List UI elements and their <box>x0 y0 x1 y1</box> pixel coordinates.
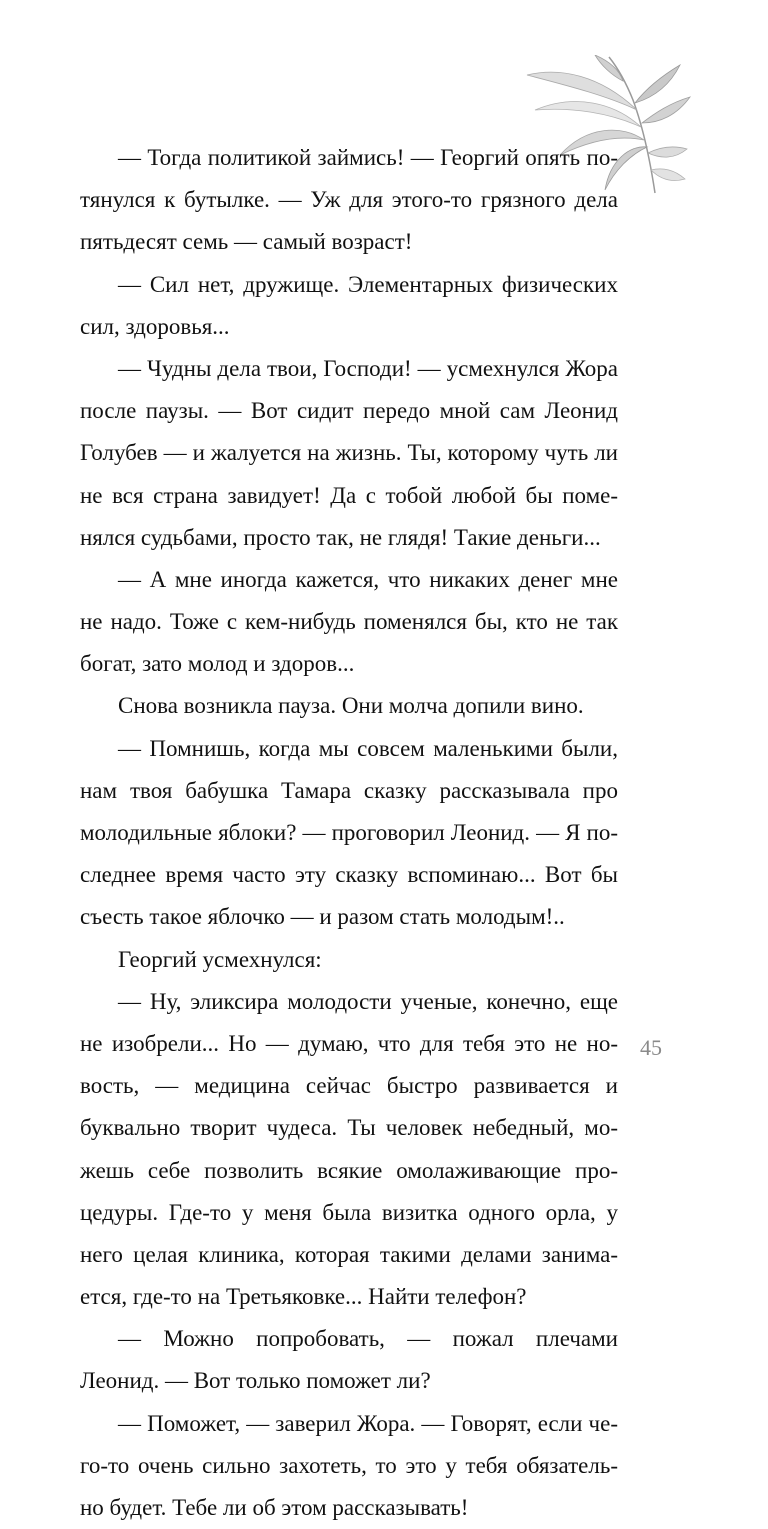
text-line: нялся судьбами, просто так, не глядя! Такие деньги... <box>80 524 601 550</box>
text-line: Леонид. — Вот только поможет ли? <box>80 1368 431 1394</box>
text-line: не изобрели... Но — думаю, что для тебя это не но- <box>80 1030 618 1056</box>
text-line: — Тогда политикой займись! — Георгий опять по- <box>118 145 618 170</box>
text-line: него целая клиника, которая такими делами занима- <box>80 1241 618 1267</box>
body-text <box>80 137 618 1529</box>
text-line: пятьдесят семь — самый возраст! <box>80 229 413 255</box>
text-line: следнее время часто эту сказку вспоминаю... Вот бы <box>80 862 618 888</box>
text-line: после паузы. — Вот сидит передо мной сам Леонид <box>80 398 618 424</box>
text-line: Георгий усмехнулся: <box>118 946 322 972</box>
text-line: съесть такое яблочко — и разом стать молодым!.. <box>80 904 565 930</box>
text-line: жешь себе позволить всякие омолаживающие про- <box>80 1157 618 1183</box>
text-line: го-то очень сильно захотеть, то это у тебя обязатель- <box>80 1452 618 1478</box>
text-line: нам твоя бабушка Тамара сказку рассказывала про <box>80 777 618 803</box>
text-line: вость, — медицина сейчас быстро развивается и <box>80 1073 618 1099</box>
text-line: цедуры. Где-то у меня была визитка одного орла, у <box>80 1199 618 1225</box>
text-line: Голубев — и жалуется на жизнь. Ты, которому чуть ли <box>80 440 618 466</box>
text-line: — Поможет, — заверил Жора. — Говорят, если че- <box>118 1410 618 1436</box>
text-line: богат, зато молод и здоров... <box>80 651 355 677</box>
text-line: Снова возникла пауза. Они молча допили вино. <box>118 693 584 719</box>
text-line: не вся страна завидует! Да с тобой любой бы поме- <box>80 482 618 508</box>
page-number: 45 <box>640 1035 662 1060</box>
text-line: — Помнишь, когда мы совсем маленькими были, <box>118 735 618 761</box>
text-line: ется, где-то на Третьяковке... Найти телефон? <box>80 1284 527 1310</box>
text-line: — Ну, эликсира молодости ученые, конечно, еще <box>118 988 618 1014</box>
text-line: буквально творит чудеса. Ты человек небедный, мо- <box>80 1115 618 1141</box>
text-line: тянулся к бутылке. — Уж для этого-то грязного дела <box>80 187 618 213</box>
text-line: — Можно попробовать, — пожал плечами <box>118 1326 618 1352</box>
text-line: — Сил нет, дружище. Элементарных физических <box>118 271 618 297</box>
text-line: но будет. Тебе ли об этом рассказывать! <box>80 1495 469 1520</box>
text-line: молодильные яблоки? — проговорил Леонид. — Я по- <box>80 820 618 845</box>
text-line: сил, здоровья... <box>80 313 230 339</box>
text-line: — А мне иногда кажется, что никаких денег мне <box>118 566 618 592</box>
text-line: — Чудны дела твои, Господи! — усмехнулся Жора <box>118 355 618 381</box>
text-line: не надо. Тоже с кем-нибудь поменялся бы, кто не так <box>80 609 618 635</box>
